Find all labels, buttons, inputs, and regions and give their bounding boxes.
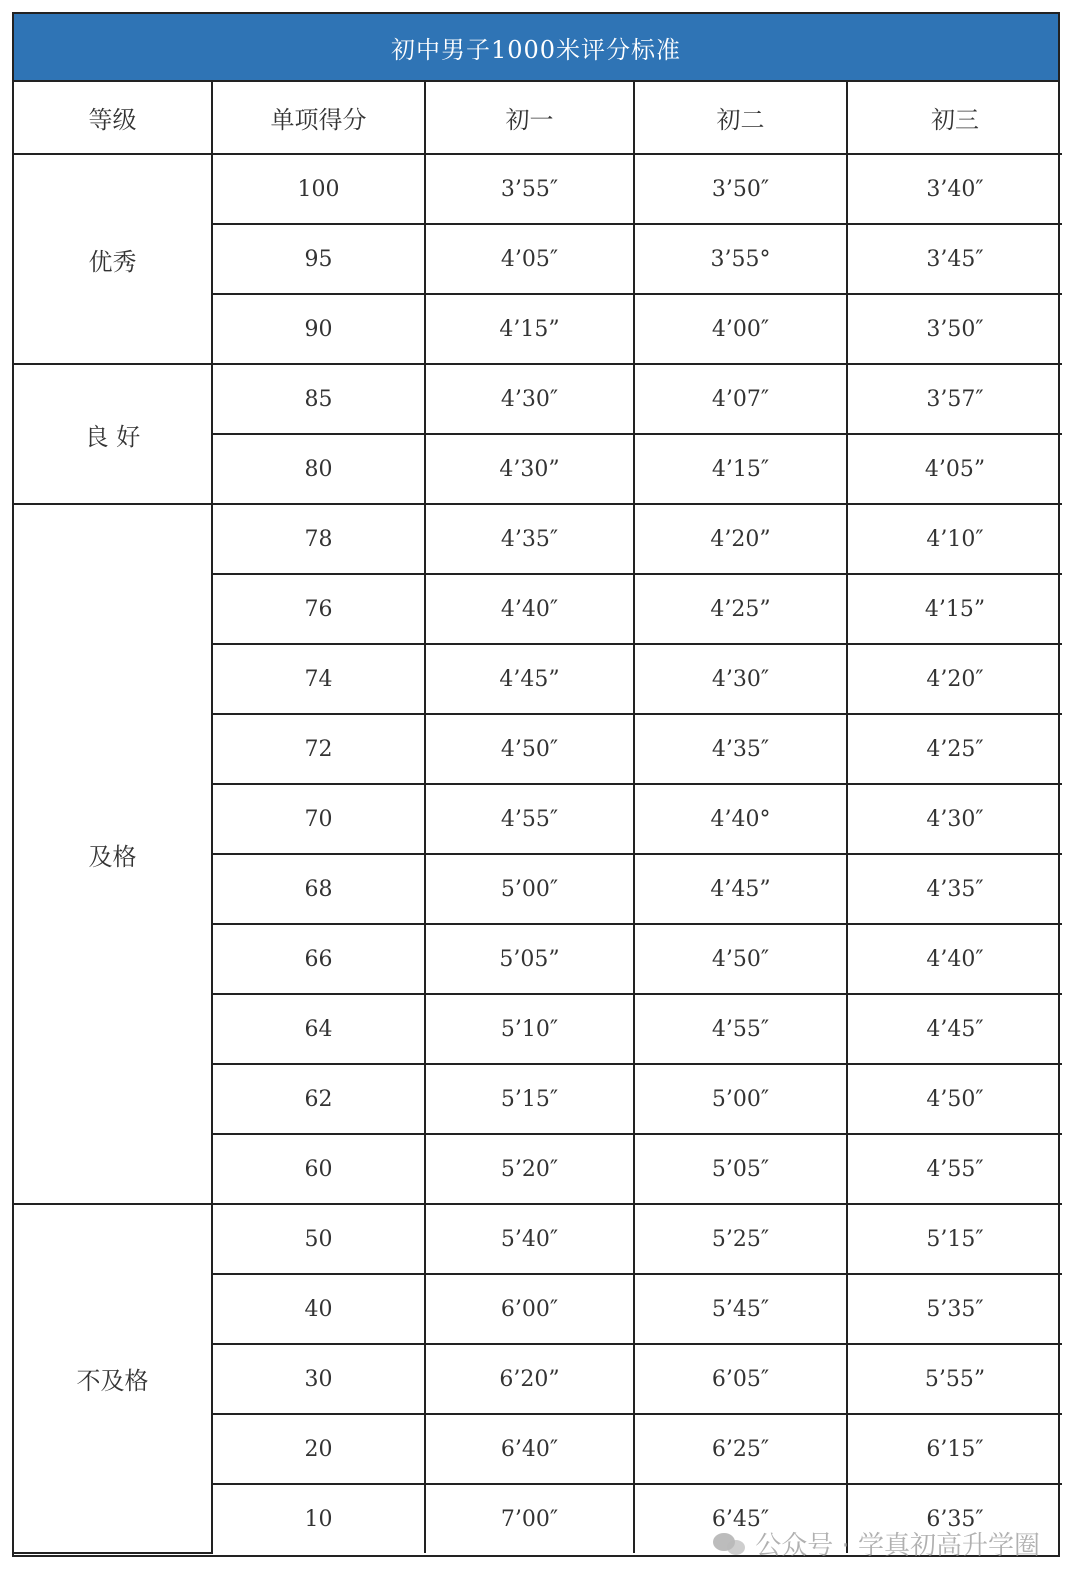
time-cell-g3: 5’55” [847,1344,1062,1414]
time-cell-g2: 4’40° [634,784,847,854]
time-cell-g3: 4’45″ [847,994,1062,1064]
score-cell: 70 [212,784,425,854]
time-cell-g3: 4’20″ [847,644,1062,714]
time-cell-g3: 4’30″ [847,784,1062,854]
score-cell: 62 [212,1064,425,1134]
time-cell-g3: 4’25″ [847,714,1062,784]
time-cell-g3: 6’35″ [847,1484,1062,1553]
table-title: 初中男子1000米评分标准 [14,14,1058,82]
grade-level-cell: 不及格 [14,1204,212,1553]
header-row [14,82,1062,154]
grade-level-cell: 及格 [14,504,212,1204]
score-cell: 68 [212,854,425,924]
time-cell-g1: 5’40″ [425,1204,634,1274]
time-cell-g3: 3’57″ [847,364,1062,434]
time-cell-g1: 4’50″ [425,714,634,784]
header-grade-2: 初二 [634,82,847,154]
time-cell-g3: 3’50″ [847,294,1062,364]
time-cell-g1: 3’55″ [425,154,634,224]
time-cell-g3: 3’45″ [847,224,1062,294]
score-cell: 90 [212,294,425,364]
header-grade-3: 初三 [847,82,1062,154]
header-score: 单项得分 [212,82,425,154]
score-cell: 60 [212,1134,425,1204]
time-cell-g1: 5’15″ [425,1064,634,1134]
score-cell: 72 [212,714,425,784]
table-row [14,154,1062,224]
time-cell-g3: 4’50″ [847,1064,1062,1134]
score-cell: 74 [212,644,425,714]
time-cell-g2: 4’20” [634,504,847,574]
time-cell-g3: 4’55″ [847,1134,1062,1204]
time-cell-g1: 4’05″ [425,224,634,294]
time-cell-g2: 4’07″ [634,364,847,434]
header-grade: 等级 [14,82,212,154]
time-cell-g2: 3’50″ [634,154,847,224]
time-cell-g2: 6’45″ [634,1484,847,1553]
score-cell: 30 [212,1344,425,1414]
time-cell-g1: 5’05” [425,924,634,994]
time-cell-g3: 4’05” [847,434,1062,504]
score-cell: 76 [212,574,425,644]
time-cell-g2: 5’00″ [634,1064,847,1134]
time-cell-g1: 4’35″ [425,504,634,574]
time-cell-g3: 4’40″ [847,924,1062,994]
time-cell-g2: 5’05″ [634,1134,847,1204]
time-cell-g1: 6’40″ [425,1414,634,1484]
time-cell-g1: 5’00″ [425,854,634,924]
time-cell-g1: 7’00″ [425,1484,634,1553]
time-cell-g2: 4’55″ [634,994,847,1064]
time-cell-g2: 4’15″ [634,434,847,504]
score-cell: 50 [212,1204,425,1274]
grade-level-cell: 良 好 [14,364,212,504]
time-cell-g3: 4’10″ [847,504,1062,574]
time-cell-g2: 3’55° [634,224,847,294]
score-cell: 78 [212,504,425,574]
score-cell: 80 [212,434,425,504]
score-cell: 66 [212,924,425,994]
time-cell-g1: 5’10″ [425,994,634,1064]
time-cell-g2: 5’45″ [634,1274,847,1344]
time-cell-g1: 5’20″ [425,1134,634,1204]
table-body [14,154,1062,1553]
score-cell: 100 [212,154,425,224]
header-grade-1: 初一 [425,82,634,154]
time-cell-g3: 5’15″ [847,1204,1062,1274]
score-cell: 95 [212,224,425,294]
time-cell-g1: 4’30” [425,434,634,504]
time-cell-g2: 4’50″ [634,924,847,994]
time-cell-g2: 4’45” [634,854,847,924]
score-cell: 10 [212,1484,425,1553]
watermark-text: 公众号 · 学真初高升学圈 [755,1531,1040,1561]
table-row [14,504,1062,574]
time-cell-g2: 5’25″ [634,1204,847,1274]
time-cell-g1: 4’40″ [425,574,634,644]
score-cell: 64 [212,994,425,1064]
time-cell-g1: 6’00″ [425,1274,634,1344]
score-cell: 40 [212,1274,425,1344]
time-cell-g1: 4’55″ [425,784,634,854]
time-cell-g3: 3’40″ [847,154,1062,224]
time-cell-g1: 4’15” [425,294,634,364]
grade-level-cell: 优秀 [14,154,212,364]
time-cell-g2: 6’05″ [634,1344,847,1414]
time-cell-g2: 4’30″ [634,644,847,714]
time-cell-g2: 4’25” [634,574,847,644]
table-row [14,364,1062,434]
time-cell-g3: 5’35″ [847,1274,1062,1344]
time-cell-g2: 4’00″ [634,294,847,364]
score-cell: 20 [212,1414,425,1484]
time-cell-g3: 4’35″ [847,854,1062,924]
time-cell-g2: 6’25″ [634,1414,847,1484]
score-standard-table-sheet [12,12,1060,1557]
time-cell-g1: 4’30″ [425,364,634,434]
score-cell: 85 [212,364,425,434]
time-cell-g1: 4’45” [425,644,634,714]
time-cell-g3: 4’15” [847,574,1062,644]
time-cell-g1: 6’20” [425,1344,634,1414]
time-cell-g2: 4’35″ [634,714,847,784]
table-row [14,1204,1062,1274]
score-table [14,82,1062,1554]
time-cell-g3: 6’15″ [847,1414,1062,1484]
